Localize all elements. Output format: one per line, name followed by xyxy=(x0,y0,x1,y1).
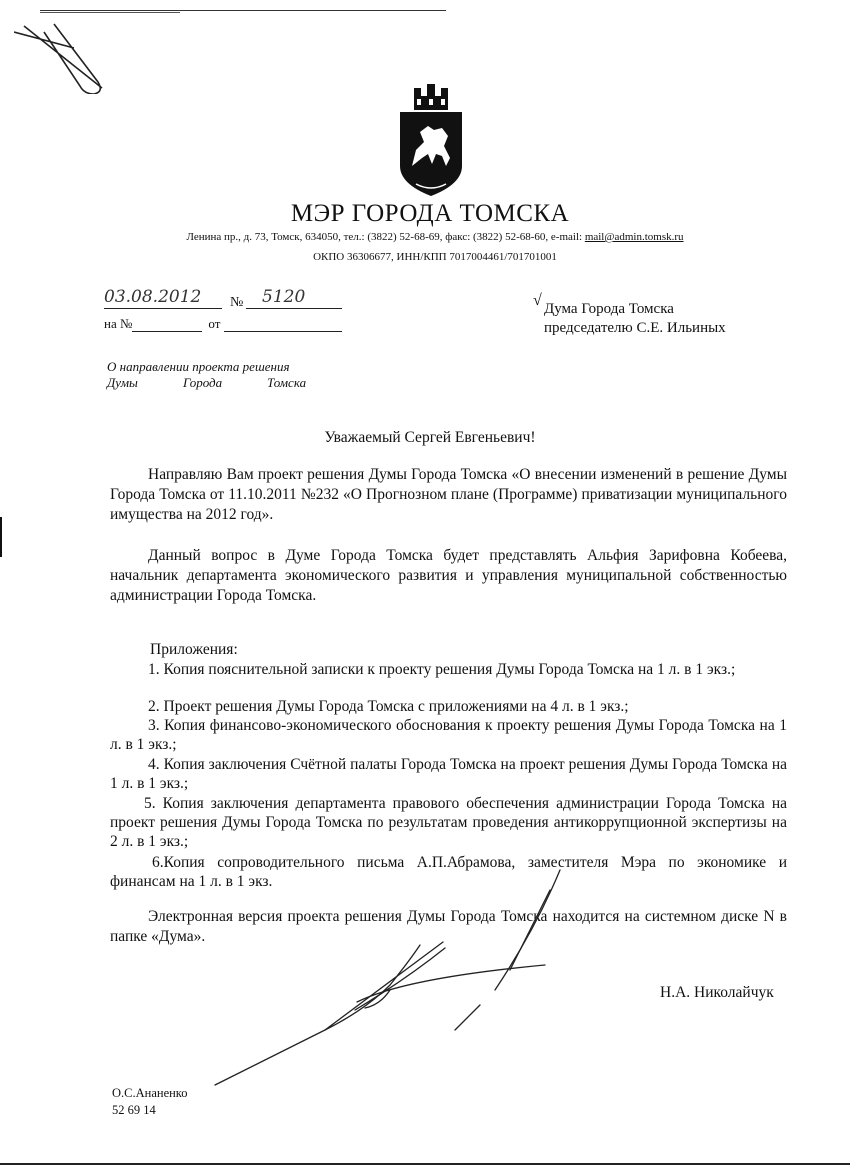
attachments-heading: Приложения: xyxy=(150,641,238,658)
from-label: от xyxy=(208,316,221,331)
executor-phone: 52 69 14 xyxy=(112,1103,156,1117)
subject-block xyxy=(107,359,306,391)
attachment-item: 2. Проект решения Думы Города Томска с приложениями на 4 л. в 1 экз.; xyxy=(148,698,629,715)
body-paragraph-2: Данный вопрос в Думе Города Томска будет представлять Альфия Зарифовна Кобеева, начальник департамента экономического развития и управления муниципальной собственностью администрации Города Томска. xyxy=(110,547,787,604)
number-underline xyxy=(246,308,342,309)
subject-word: Томска xyxy=(267,375,307,390)
scan-edge-mark xyxy=(0,517,2,557)
subject-word: Города xyxy=(183,375,223,390)
body-paragraph-3: Электронная версия проекта решения Думы Города Томска находится на системном диске N в папке «Дума». xyxy=(110,908,787,945)
attachment-item: 1. Копия пояснительной записки к проекту решения Думы Города Томска на 1 л. в 1 экз.; xyxy=(148,661,736,678)
attachment-item: 4. Копия заключения Счётной палаты Города Томска на проект решения Думы Города Томска на 1 л. в 1 экз.; xyxy=(110,756,787,792)
paperclip-icon xyxy=(14,14,104,94)
scan-edge-line xyxy=(40,10,446,11)
attachment-item: 3. Копия финансово-экономического обоснования к проекту решения Думы Города Томска на 1 л. в 1 экз.; xyxy=(110,717,787,753)
address-text: Ленина пр., д. 73, Томск, 634050, тел.: (3822) 52-68-69, факс: (3822) 52-68-60, e-mail: xyxy=(186,231,585,243)
organization-codes: ОКПО 36306677, ИНН/КПП 7017004461/701701001 xyxy=(313,251,557,263)
subject-line-2 xyxy=(107,375,306,391)
recipient-line-2: председателю С.Е. Ильиных xyxy=(544,320,726,336)
reply-to-row xyxy=(104,316,342,332)
executor-block xyxy=(112,1085,188,1119)
organization-title: МЭР ГОРОДА ТОМСКА xyxy=(290,200,570,227)
from-blank xyxy=(224,319,342,332)
attachment-item: 5. Копия заключения департамента правового обеспечения администрации Города Томска на проект решения Думы Города Томска по результатам проведения антикоррупционной экспертизы на 2 л. в 1 экз.; xyxy=(110,795,787,850)
email-link[interactable]: mail@admin.tomsk.ru xyxy=(584,231,684,243)
date-underline xyxy=(104,308,222,309)
handwritten-number: 5120 xyxy=(262,287,306,307)
recipient-block xyxy=(544,300,726,338)
subject-line-1: О направлении проекта решения xyxy=(107,359,290,374)
reply-to-label: на № xyxy=(104,316,133,331)
organization-address xyxy=(0,231,850,243)
salutation: Уважаемый Сергей Евгеньевич! xyxy=(324,429,536,446)
scan-edge-line xyxy=(0,1163,850,1165)
body-paragraph-1: Направляю Вам проект решения Думы Города Томска «О внесении изменений в решение Думы Города Томска от 11.10.2011 №232 «О Прогнозном плане (Программе) приватизации муниципального имущества на 2012 год». xyxy=(110,466,787,523)
recipient-line-1: Дума Города Томска xyxy=(544,301,674,317)
handwritten-signature-icon xyxy=(205,860,565,1100)
executor-name: О.С.Ананенко xyxy=(112,1086,188,1100)
subject-word: Думы xyxy=(107,375,138,390)
handwritten-date: 03.08.2012 xyxy=(104,287,202,307)
attachment-item: 6.Копия сопроводительного письма А.П.Абрамова, заместителя Мэра по экономике и финансам на 1 л. в 1 экз. xyxy=(110,854,787,890)
handwritten-tick: √ xyxy=(533,292,542,309)
signer-name: Н.А. Николайчук xyxy=(660,984,774,1001)
reply-to-blank xyxy=(132,319,202,332)
scan-edge-line xyxy=(40,12,180,13)
number-symbol: № xyxy=(230,295,244,310)
city-coat-of-arms-icon xyxy=(398,84,464,200)
